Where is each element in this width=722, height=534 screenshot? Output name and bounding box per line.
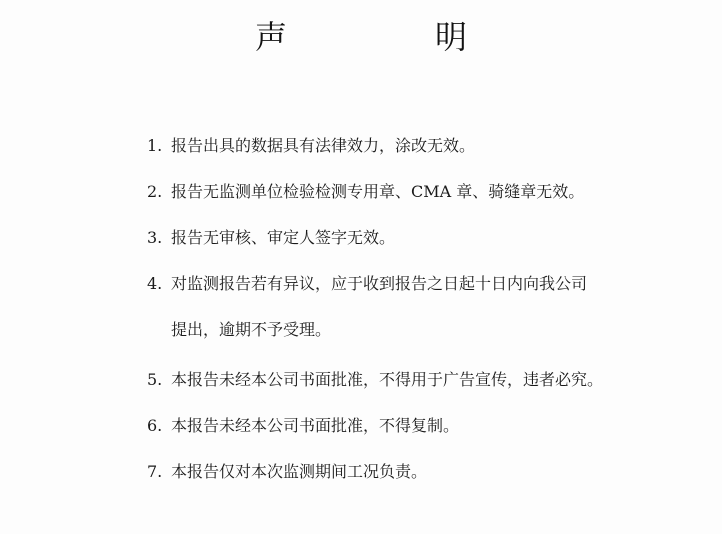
item-text: 本报告未经本公司书面批准，不得用于广告宣传，违者必究。 (171, 370, 604, 389)
statement-item-7 (147, 458, 667, 486)
item-text: 本报告仅对本次监测期间工况负责。 (171, 462, 428, 481)
item-text: 报告无监测单位检验检测专用章、CMA 章、骑缝章无效。 (171, 182, 585, 201)
item-text: 报告无审核、审定人签字无效。 (171, 228, 396, 247)
item-text-continuation: 提出，逾期不予受理。 (171, 320, 332, 339)
statement-item-2 (147, 178, 667, 206)
statement-list (147, 132, 667, 504)
item-number: 1. (147, 136, 163, 155)
item-text: 对监测报告若有异议，应于收到报告之日起十日内向我公司 (171, 274, 588, 293)
item-number: 6. (147, 416, 163, 435)
statement-item-1 (147, 132, 667, 160)
statement-item-6 (147, 412, 667, 440)
item-number: 7. (147, 462, 163, 481)
item-number: 3. (147, 228, 163, 247)
item-number: 2. (147, 182, 163, 201)
item-text: 报告出具的数据具有法律效力，涂改无效。 (171, 136, 476, 155)
statement-item-3 (147, 224, 667, 252)
item-text: 本报告未经本公司书面批准，不得复制。 (171, 416, 460, 435)
item-number: 4. (147, 274, 163, 293)
item-text-block (171, 270, 667, 344)
statement-item-5 (147, 366, 667, 394)
document-title: 声 明 (254, 18, 525, 56)
item-number: 5. (147, 370, 163, 389)
statement-item-4 (147, 270, 667, 344)
